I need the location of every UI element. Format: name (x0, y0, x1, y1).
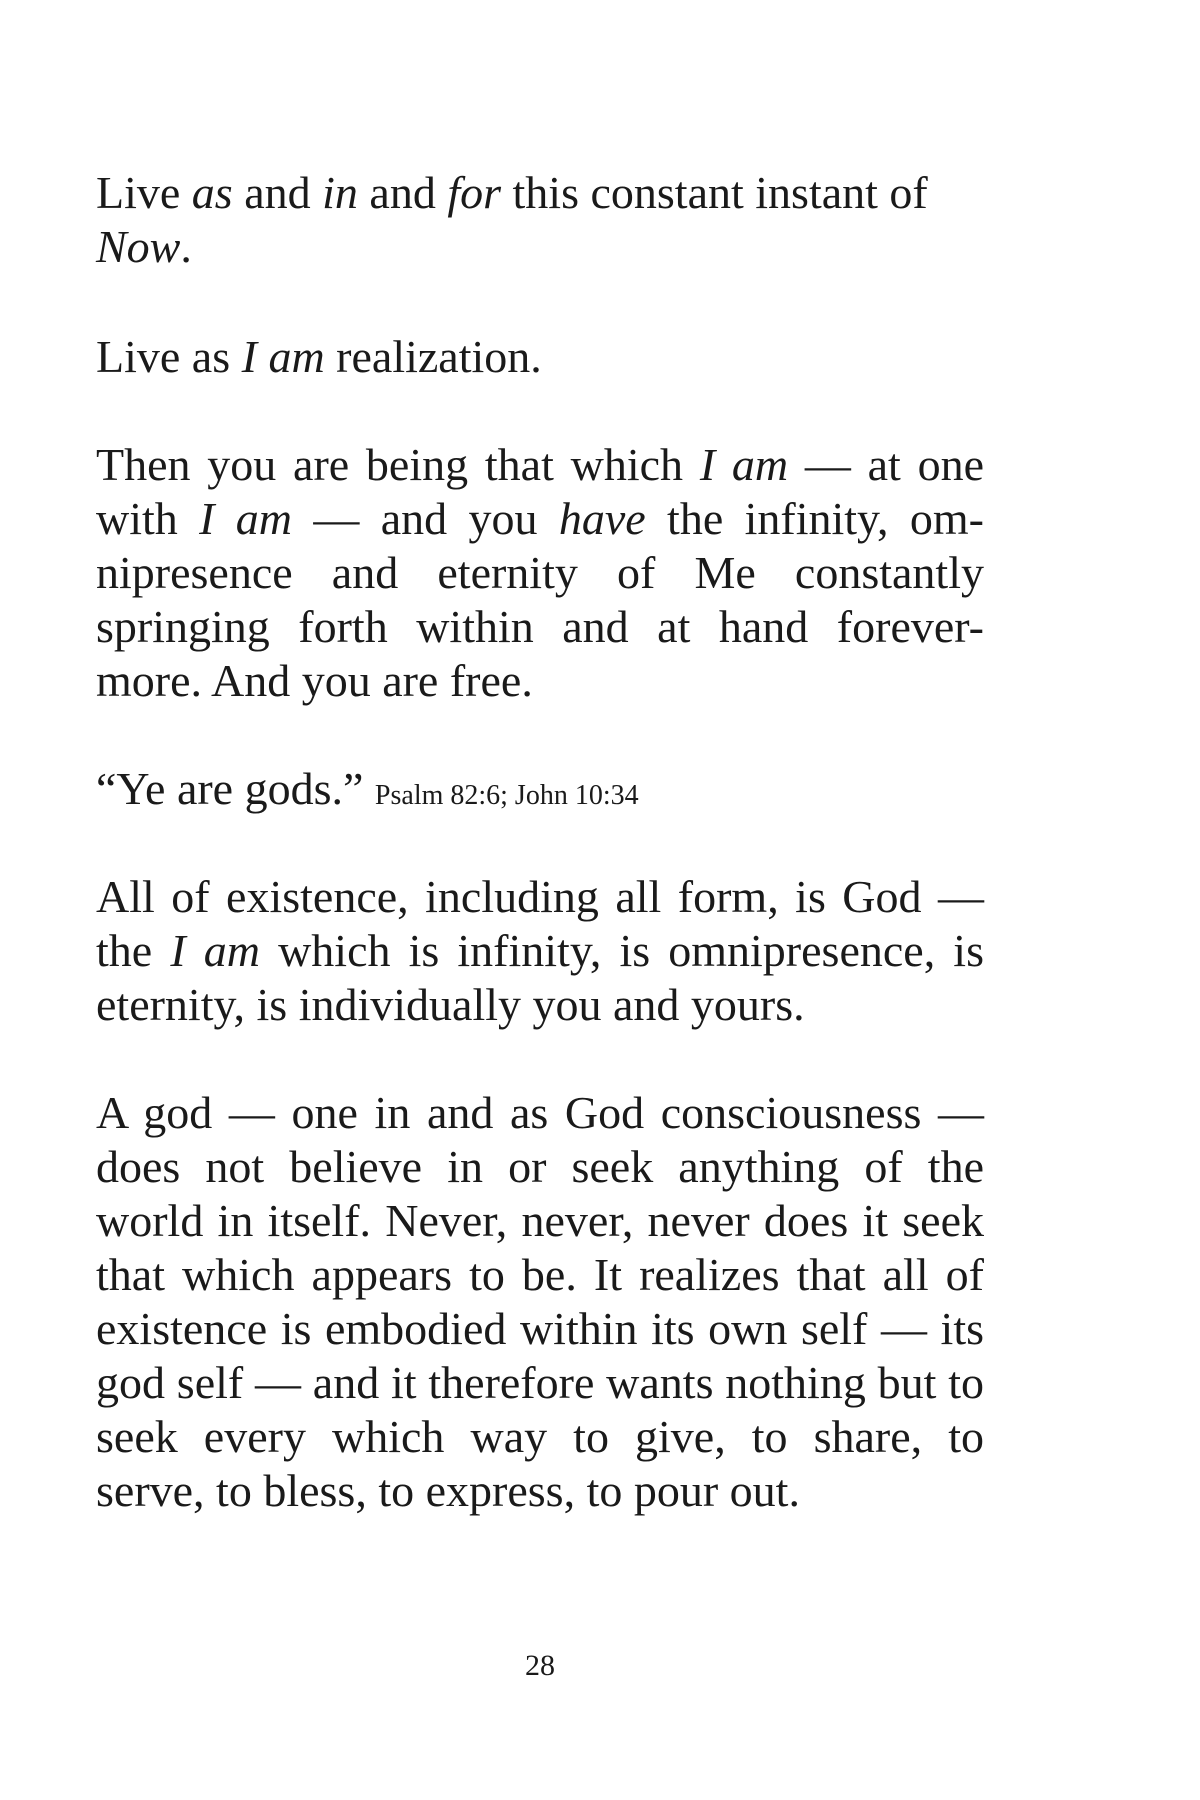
paragraph-ye-are-gods (96, 762, 984, 823)
text-span: this constant instant of (501, 167, 928, 218)
quote-text: “Ye are gods.” (96, 763, 375, 814)
italic-i-am: I am (170, 925, 260, 976)
text-span: . (180, 221, 192, 272)
text-span: All of existence, including all form, is God — the (96, 871, 984, 976)
text-span: — and you (292, 493, 559, 544)
italic-for: for (447, 167, 502, 218)
text-span: the infinity, om-nipresence and eternity of Me constantly springing forth within and at hand forever-more. And you are free. (96, 493, 985, 706)
italic-in: in (322, 167, 358, 218)
paragraph-then-you-are (96, 438, 984, 708)
text-span: — at one with (96, 439, 984, 544)
text-span: and (232, 167, 323, 218)
scripture-citation: Psalm 82:6; John 10:34 (374, 780, 639, 811)
italic-i-am: I am (199, 493, 293, 544)
paragraph-all-of-existence (96, 870, 984, 1032)
paragraph-a-god (96, 1086, 984, 1518)
text-span: which is infinity, is omnipresence, is eternity, is individually you and yours. (96, 925, 984, 1030)
text-span: and (357, 167, 448, 218)
italic-now: Now (96, 221, 181, 272)
paragraph-live-as-i-am (96, 330, 984, 384)
text-span: Then you are being that which (96, 439, 700, 490)
text-span: A god — one in and as God consciousness — does not believe in or seek anything of the world in itself. Never, never, never does it seek that which appears to be. It realizes that all of existence is embodied within its own self — its god self — and it therefore wants nothing but to seek every which way to give, to share, to serve, to bless, to express, to pour out. (96, 1087, 984, 1516)
page-number: 28 (525, 1649, 555, 1682)
text-span: Live as (96, 331, 242, 382)
italic-i-am: I am (699, 439, 789, 490)
italic-have: have (558, 493, 646, 544)
italic-i-am: I am (241, 331, 325, 382)
italic-as: as (191, 167, 233, 218)
text-span: realization. (324, 331, 542, 382)
text-span: Live (96, 167, 192, 218)
paragraph-live-now (96, 166, 984, 274)
